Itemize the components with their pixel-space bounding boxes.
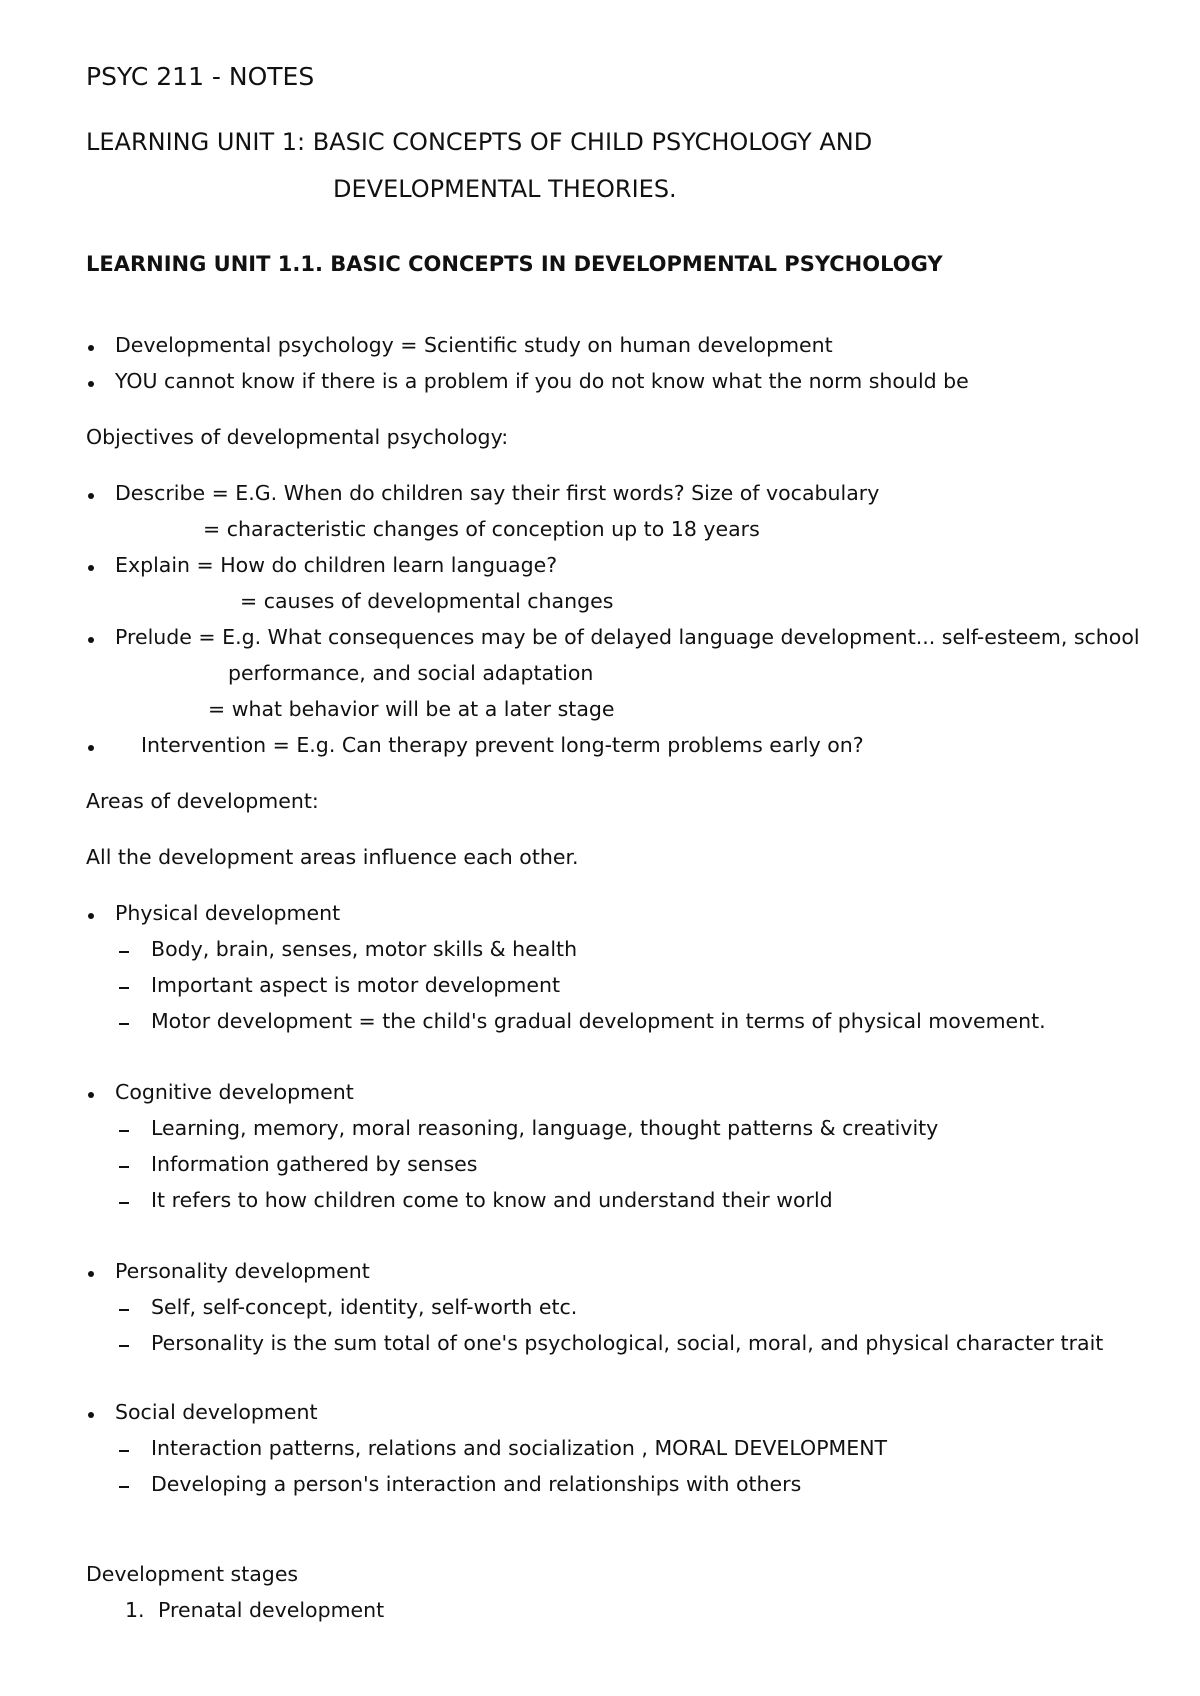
objective-describe-cont: = characteristic changes of conception up to 18 years	[203, 517, 760, 541]
dash-icon	[119, 1486, 129, 1488]
objective-prelude: Prelude = E.g. What consequences may be of delayed language development... self-esteem, school	[115, 625, 1140, 649]
objective-explain-cont: = causes of developmental changes	[240, 589, 614, 613]
dash-icon	[119, 1450, 129, 1452]
objective-intervention: Intervention = E.g. Can therapy prevent long-term problems early on?	[141, 733, 864, 757]
physical-detail-3: Motor development = the child's gradual development in terms of physical movement.	[151, 1009, 1046, 1033]
bullet-icon	[88, 493, 94, 499]
areas-heading: Areas of development:	[86, 789, 319, 813]
cognitive-detail-1: Learning, memory, moral reasoning, language, thought patterns & creativity	[151, 1116, 939, 1140]
intro-bullet-2: YOU cannot know if there is a problem if you do not know what the norm should be	[115, 369, 969, 393]
personality-detail-1: Self, self-concept, identity, self-worth etc.	[151, 1295, 578, 1319]
stages-heading: Development stages	[86, 1562, 299, 1586]
physical-detail-1: Body, brain, senses, motor skills & health	[151, 937, 578, 961]
area-physical: Physical development	[115, 901, 341, 925]
area-social: Social development	[115, 1400, 318, 1424]
dash-icon	[119, 1130, 129, 1132]
dash-icon	[119, 951, 129, 953]
objective-explain: Explain = How do children learn language?	[115, 553, 558, 577]
social-detail-2: Developing a person's interaction and relationships with others	[151, 1472, 802, 1496]
personality-detail-2: Personality is the sum total of one's psychological, social, moral, and physical character trait	[151, 1331, 1104, 1355]
cognitive-detail-3: It refers to how children come to know and understand their world	[151, 1188, 833, 1212]
objective-prelude-cont1: performance, and social adaptation	[228, 661, 594, 685]
bullet-icon	[88, 381, 94, 387]
stage-1: Prenatal development	[158, 1598, 385, 1622]
bullet-icon	[88, 1412, 94, 1418]
bullet-icon	[88, 1092, 94, 1098]
dash-icon	[119, 1345, 129, 1347]
dash-icon	[119, 1166, 129, 1168]
dash-icon	[119, 1309, 129, 1311]
objective-prelude-cont2: = what behavior will be at a later stage	[208, 697, 615, 721]
bullet-icon	[88, 745, 94, 751]
unit-heading-line2: DEVELOPMENTAL THEORIES.	[333, 175, 677, 203]
area-cognitive: Cognitive development	[115, 1080, 354, 1104]
dash-icon	[119, 987, 129, 989]
area-personality: Personality development	[115, 1259, 370, 1283]
dash-icon	[119, 1202, 129, 1204]
bullet-icon	[88, 637, 94, 643]
objectives-heading: Objectives of developmental psychology:	[86, 425, 509, 449]
social-detail-1: Interaction patterns, relations and socialization , MORAL DEVELOPMENT	[151, 1436, 888, 1460]
physical-detail-2: Important aspect is motor development	[151, 973, 560, 997]
subunit-heading: LEARNING UNIT 1.1. BASIC CONCEPTS IN DEVELOPMENTAL PSYCHOLOGY	[86, 252, 943, 276]
stage-number-1: 1.	[125, 1598, 145, 1622]
intro-bullet-1: Developmental psychology = Scientific study on human development	[115, 333, 833, 357]
bullet-icon	[88, 1271, 94, 1277]
areas-intro: All the development areas influence each other.	[86, 845, 579, 869]
bullet-icon	[88, 565, 94, 571]
objective-describe: Describe = E.G. When do children say their first words? Size of vocabulary	[115, 481, 880, 505]
bullet-icon	[88, 345, 94, 351]
unit-heading-line1: LEARNING UNIT 1: BASIC CONCEPTS OF CHILD PSYCHOLOGY AND	[86, 128, 873, 156]
dash-icon	[119, 1023, 129, 1025]
cognitive-detail-2: Information gathered by senses	[151, 1152, 478, 1176]
doc-title: PSYC 211 - NOTES	[86, 62, 315, 91]
bullet-icon	[88, 913, 94, 919]
